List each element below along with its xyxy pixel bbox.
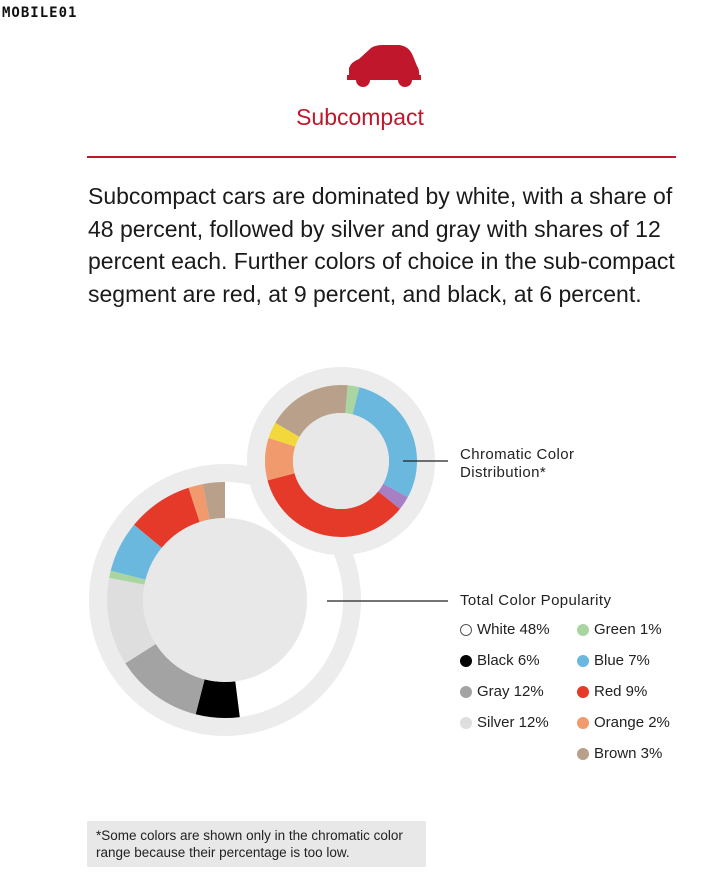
legend-item-silver (460, 713, 577, 732)
legend-label-white: White 48% (477, 621, 550, 638)
legend-label-red: Red 9% (594, 683, 648, 700)
legend-swatch-blue (577, 655, 589, 667)
logo-text: MOBILE01 (2, 5, 78, 21)
chromatic-donut-hole (293, 413, 389, 509)
legend-swatch-silver (460, 717, 472, 729)
footnote: *Some colors are shown only in the chromatic color range because their percentage is too low. (87, 821, 426, 867)
legend-spacer (460, 744, 577, 763)
legend-label-brown: Brown 3% (594, 745, 663, 762)
legend-swatch-orange (577, 717, 589, 729)
brand-logo[interactable] (2, 2, 77, 24)
total-callout-label: Total Color Popularity (460, 592, 612, 609)
legend-item-brown (577, 744, 707, 763)
legend-swatch-black (460, 655, 472, 667)
legend-item-green (577, 620, 707, 639)
legend-label-orange: Orange 2% (594, 714, 670, 731)
legend-swatch-red (577, 686, 589, 698)
legend-swatch-brown (577, 748, 589, 760)
legend-label-black: Black 6% (477, 652, 540, 669)
legend-item-blue (577, 651, 707, 670)
chromatic-callout-label: Chromatic Color Distribution* (460, 446, 575, 481)
segment-description: Subcompact cars are dominated by white, with a share of 48 percent, followed by silver and gray with shares of 12 percent each. Further colors of choice in the sub-compact segment are red, at 9 percent, and black, at 6 percent. (88, 183, 675, 307)
legend-label-silver: Silver 12% (477, 714, 549, 731)
legend-item-white (460, 620, 577, 639)
legend-item-orange (577, 713, 707, 732)
legend-item-gray (460, 682, 577, 701)
total-donut-hole (143, 518, 307, 682)
color-legend (460, 620, 710, 763)
legend-item-black (460, 651, 577, 670)
car-icon (343, 42, 423, 90)
legend-label-blue: Blue 7% (594, 652, 650, 669)
legend-swatch-gray (460, 686, 472, 698)
segment-title: Subcompact (296, 104, 424, 130)
legend-label-green: Green 1% (594, 621, 662, 638)
legend-item-red (577, 682, 707, 701)
legend-swatch-white (460, 624, 472, 636)
title-divider (87, 156, 676, 158)
legend-label-gray: Gray 12% (477, 683, 544, 700)
legend-swatch-green (577, 624, 589, 636)
